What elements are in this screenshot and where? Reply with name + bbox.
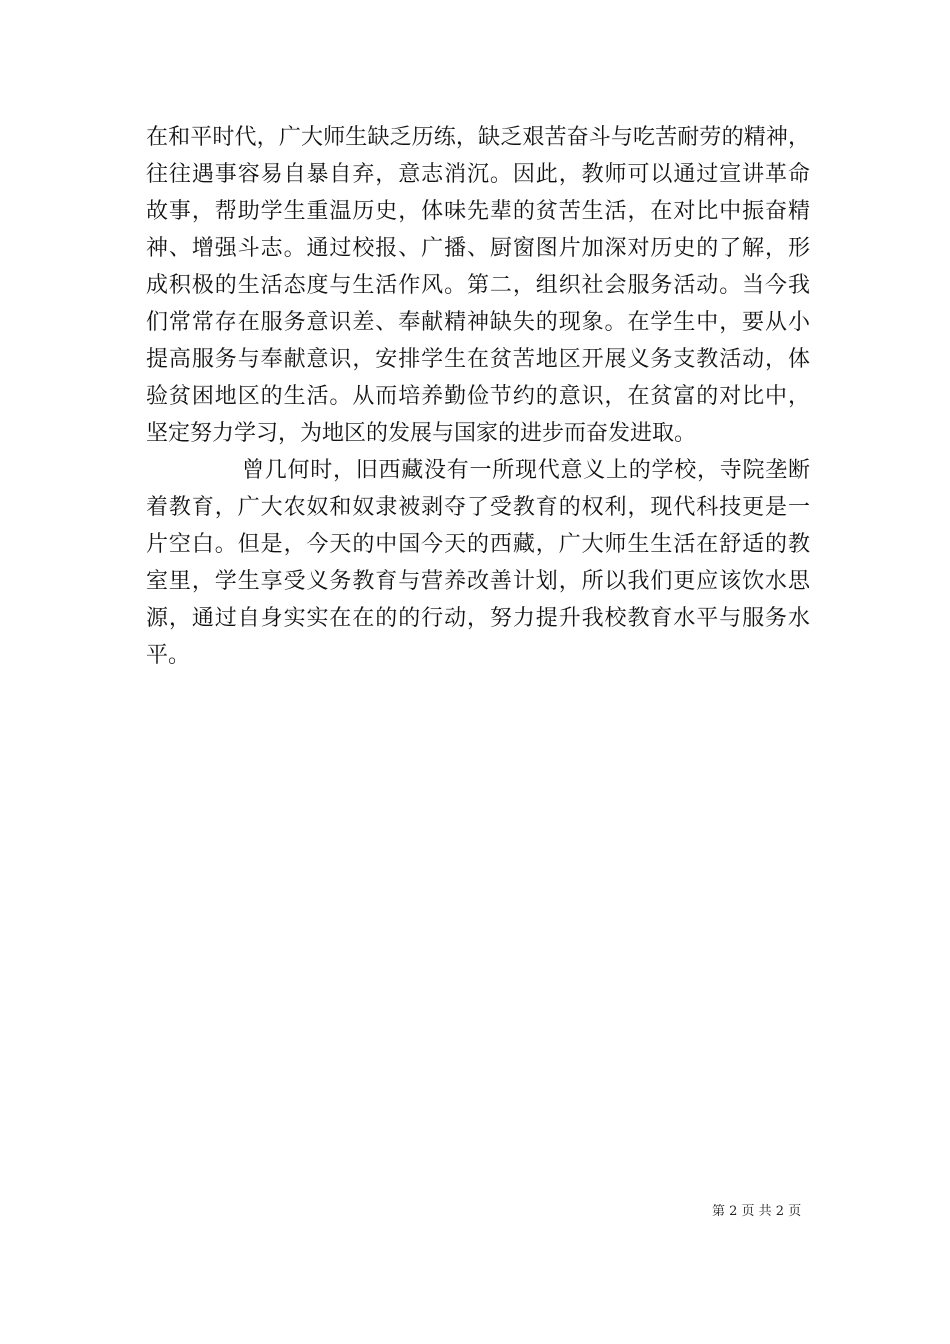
paragraph-line: 验贫困地区的生活。从而培养勤俭节约的意识，在贫富的对比中， bbox=[146, 384, 810, 409]
paragraph-1 bbox=[146, 119, 810, 452]
paragraph-line: 们常常存在服务意识差、奉献精神缺失的现象。在学生中，要从小 bbox=[146, 310, 810, 335]
paragraph-line: 成积极的生活态度与生活作风。第二，组织社会服务活动。当今我 bbox=[146, 273, 810, 298]
page-number-footer: 第 2 页 共 2 页 bbox=[712, 1204, 802, 1219]
paragraph-line: 往往遇事容易自暴自弃，意志消沉。因此，教师可以通过宣讲革命 bbox=[146, 162, 810, 187]
paragraph-line: 着教育，广大农奴和奴隶被剥夺了受教育的权利，现代科技更是一 bbox=[146, 495, 810, 520]
paragraph-line: 平。 bbox=[146, 643, 191, 668]
paragraph-line: 提高服务与奉献意识，安排学生在贫苦地区开展义务支教活动，体 bbox=[146, 347, 810, 372]
paragraph-line: 曾几何时，旧西藏没有一所现代意义上的学校，寺院垄断 bbox=[242, 458, 810, 483]
paragraph-line: 室里，学生享受义务教育与营养改善计划，所以我们更应该饮水思 bbox=[146, 569, 810, 594]
paragraph-line: 片空白。但是，今天的中国今天的西藏，广大师生生活在舒适的教 bbox=[146, 532, 810, 557]
paragraph-line: 源，通过自身实实在在的的行动，努力提升我校教育水平与服务水 bbox=[146, 606, 810, 631]
paragraph-line: 神、增强斗志。通过校报、广播、厨窗图片加深对历史的了解，形 bbox=[146, 236, 810, 261]
paragraph-line: 坚定努力学习，为地区的发展与国家的进步而奋发进取。 bbox=[146, 421, 697, 446]
paragraph-line: 故事，帮助学生重温历史，体味先辈的贫苦生活，在对比中振奋精 bbox=[146, 199, 810, 224]
paragraph-line: 在和平时代，广大师生缺乏历练，缺乏艰苦奋斗与吃苦耐劳的精神， bbox=[146, 125, 810, 150]
paragraph-2 bbox=[146, 452, 810, 674]
document-body bbox=[146, 119, 810, 674]
